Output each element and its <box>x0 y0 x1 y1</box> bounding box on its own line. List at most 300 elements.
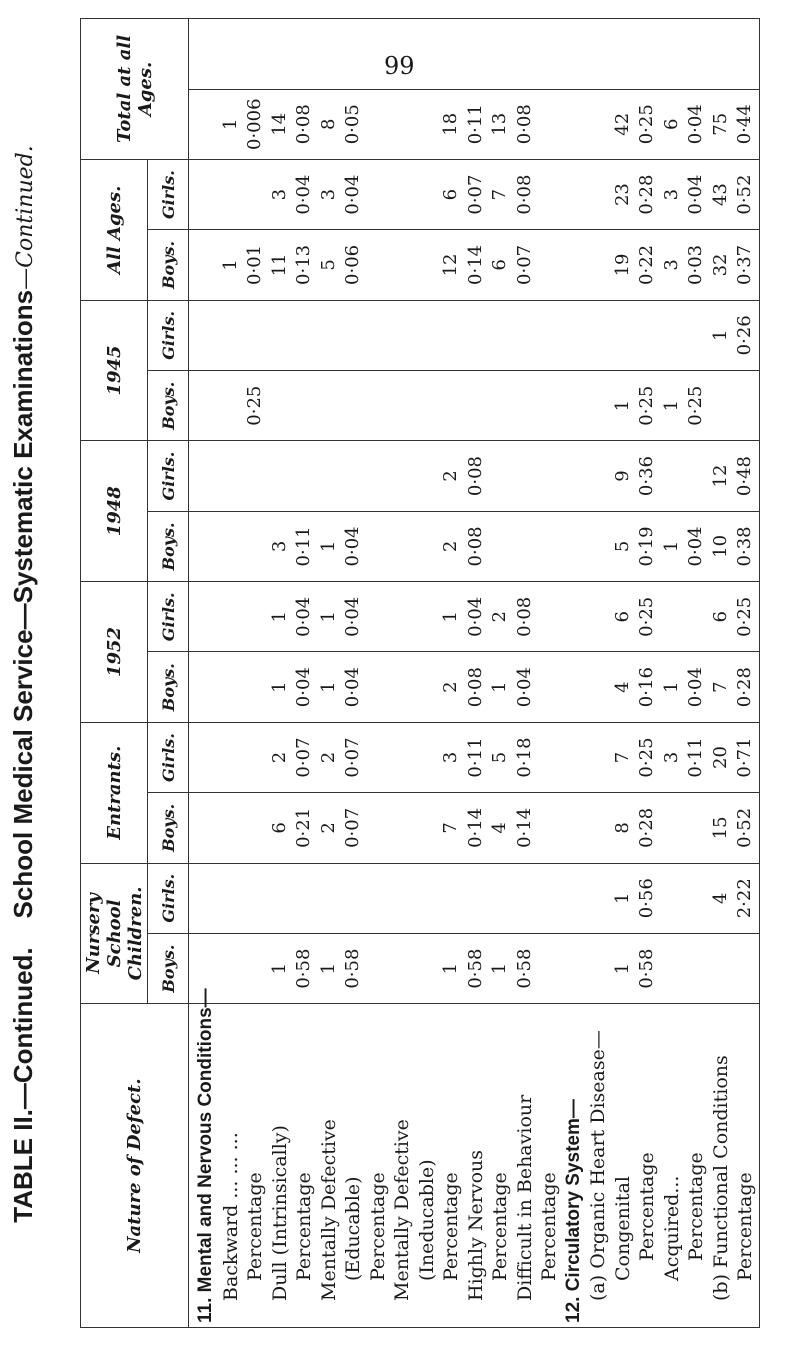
table-cell <box>316 301 342 370</box>
table-cell: 0·25 <box>734 596 755 637</box>
y1952-girls-col <box>189 582 760 652</box>
table-cell <box>463 19 489 89</box>
table-cell <box>585 934 611 1003</box>
table-cell: 0·006 <box>244 98 265 150</box>
table-cell: 0·04 <box>293 174 314 215</box>
table-cell <box>732 19 758 89</box>
table-cell <box>365 512 391 581</box>
table-cell: 0·04 <box>342 174 363 215</box>
table-cell <box>561 371 587 440</box>
total-spare-col <box>189 19 760 90</box>
table-cell: 0·04 <box>685 526 706 567</box>
table-cell <box>291 371 317 440</box>
table-cell: 1 <box>660 540 682 553</box>
table-cell <box>218 934 244 1003</box>
table-cell: 5 <box>317 259 339 271</box>
row-label: Percentage <box>636 1152 658 1261</box>
table-cell <box>561 90 587 159</box>
table-cell <box>536 652 562 721</box>
table-cell: 0·16 <box>636 667 657 708</box>
table-cell <box>365 793 391 862</box>
table-cell: 0·56 <box>636 878 657 919</box>
table-cell <box>683 301 709 370</box>
table-cell <box>291 19 317 89</box>
entrants-boys-col <box>189 793 760 863</box>
table-cell <box>267 19 293 89</box>
table-cell: 0·48 <box>734 456 755 497</box>
table-cell: 1 <box>660 681 682 693</box>
table-cell <box>487 301 513 370</box>
table-cell: 1 <box>489 962 510 975</box>
table-cell <box>536 864 562 933</box>
table-cell <box>610 19 636 89</box>
table-cell <box>561 723 587 792</box>
table-cell: 7 <box>611 751 633 764</box>
table-cell <box>536 793 562 862</box>
table-cell <box>512 19 538 89</box>
row-label: Difficult in Behaviour <box>513 1094 536 1301</box>
row-label: Dull (Intrinsically) <box>268 1125 291 1301</box>
table-cell <box>585 301 611 370</box>
table-cell <box>365 934 391 1003</box>
table-cell: 0·08 <box>513 104 535 145</box>
table-cell <box>536 230 562 299</box>
table-cell: 0·25 <box>636 596 657 637</box>
boys-header: Boys. <box>148 652 189 722</box>
table-cell <box>561 864 587 933</box>
table-cell <box>365 371 391 440</box>
table-cell <box>683 864 709 933</box>
table-cell: 5 <box>611 540 633 553</box>
table-cell: 1 <box>317 962 339 975</box>
table-cell: 14 <box>268 112 290 136</box>
table-cell: 0·07 <box>464 174 486 215</box>
table-cell <box>365 230 391 299</box>
table-cell <box>193 371 219 440</box>
all-boys-col <box>189 230 760 300</box>
row-label: 11. Mental and Nervous Conditions— <box>195 988 216 1323</box>
boys-header: Boys. <box>148 230 189 300</box>
table-cell: 0·37 <box>734 244 755 285</box>
table-cell <box>267 864 293 933</box>
row-label: Percentage <box>366 1172 389 1281</box>
table-cell: 0·58 <box>464 948 486 989</box>
table-cell <box>634 19 660 89</box>
table-cell <box>585 512 611 581</box>
table-cell <box>316 864 342 933</box>
table-cell: 0·07 <box>513 244 535 285</box>
table-cell: 42 <box>611 112 633 136</box>
table-cell: 0·58 <box>293 948 314 989</box>
row-label: (Ineducable) <box>415 1159 438 1281</box>
table-cell: 0·08 <box>464 456 486 497</box>
table-cell: 0·11 <box>464 104 486 145</box>
table-cell: 2 <box>268 751 290 764</box>
table-cell: 1 <box>611 892 633 904</box>
table-cell: 13 <box>489 112 510 136</box>
table-cell <box>365 441 391 510</box>
row-label: Percentage <box>538 1172 560 1281</box>
table-cell: 1 <box>317 540 339 553</box>
table-cell <box>414 582 440 651</box>
table-cell <box>732 371 758 440</box>
row-label: Acquired... <box>660 1175 683 1281</box>
table-cell <box>512 441 538 510</box>
table-cell <box>561 934 587 1003</box>
table-cell: 18 <box>440 112 461 136</box>
table-cell: 6 <box>611 611 633 623</box>
nursery-girls-col <box>189 863 760 933</box>
table-cell <box>193 652 219 721</box>
table-cell <box>414 371 440 440</box>
table-cell: 1 <box>219 259 241 271</box>
table-cell: 0·58 <box>342 948 363 989</box>
table-cell: 2 <box>440 681 461 693</box>
row-label: Mentally Defective <box>391 1119 413 1301</box>
table-cell <box>561 301 587 370</box>
all-girls-col <box>189 159 760 229</box>
table-cell: 7 <box>709 681 731 693</box>
table-cell: 0·71 <box>734 737 755 778</box>
table-cell <box>193 934 219 1003</box>
table-cell: 0·18 <box>513 737 535 778</box>
table-cell <box>414 301 440 370</box>
table-cell <box>438 301 464 370</box>
table-cell: 3 <box>660 259 682 271</box>
table-cell <box>634 301 660 370</box>
year-1948-header: 1948 <box>81 441 148 582</box>
table-cell: 0·14 <box>464 807 486 848</box>
table-cell <box>585 371 611 440</box>
table-cell: 0·08 <box>293 104 314 145</box>
table-title: TABLE II.—Continued. <box>8 947 38 1223</box>
table-cell <box>389 512 415 581</box>
table-cell: 0·25 <box>636 737 657 778</box>
table-cell: 0·05 <box>342 104 363 145</box>
table-cell <box>193 301 219 370</box>
table-cell: 0·22 <box>636 244 657 285</box>
row-label: (a) Organic Heart Disease— <box>587 1030 609 1301</box>
defect-labels <box>189 988 760 1328</box>
table-cell: 0·25 <box>244 385 265 426</box>
table-cell: 1 <box>268 611 290 623</box>
table-cell <box>267 441 293 510</box>
table-cell: 15 <box>709 816 731 840</box>
table-cell <box>659 19 685 89</box>
table-cell <box>389 441 415 510</box>
table-cell: 0·04 <box>342 667 363 708</box>
table-cell: 9 <box>611 470 633 482</box>
table-cell <box>414 230 440 299</box>
table-cell <box>536 512 562 581</box>
table-cell: 7 <box>440 822 461 834</box>
table-cell <box>585 19 611 89</box>
table-cell <box>683 582 709 651</box>
table-cell: 4 <box>611 681 633 693</box>
table-cell <box>365 301 391 370</box>
table-cell: 2 <box>317 822 339 834</box>
table-cell: 8 <box>611 822 633 834</box>
table-cell <box>389 160 415 229</box>
table-cell: 6 <box>489 259 510 271</box>
table-cell: 3 <box>440 751 461 764</box>
table-cell <box>193 864 219 933</box>
table-cell <box>218 793 244 862</box>
table-cell <box>193 19 219 89</box>
table-cell: 6 <box>440 188 461 201</box>
table-cell <box>267 301 293 370</box>
table-cell: 1 <box>611 962 633 975</box>
table-cell: 0·04 <box>293 667 314 708</box>
table-cell: 0·07 <box>342 737 363 778</box>
total-header: Total at all Ages. <box>81 19 189 160</box>
table-cell <box>487 441 513 510</box>
table-cell <box>218 19 244 89</box>
table-cell <box>242 441 268 510</box>
total-col <box>189 89 760 159</box>
row-label: Percentage <box>244 1172 266 1281</box>
row-label: Backward ... ... ... <box>219 1132 242 1301</box>
table-cell <box>218 441 244 510</box>
row-label: Percentage <box>685 1152 707 1261</box>
boys-header: Boys. <box>148 933 189 1003</box>
row-label: Percentage <box>734 1172 756 1281</box>
table-cell <box>242 582 268 651</box>
girls-header: Girls. <box>148 582 189 652</box>
table-cell <box>365 160 391 229</box>
table-cell: 75 <box>709 112 731 136</box>
table-cell: 0·08 <box>513 596 535 637</box>
table-cell <box>536 160 562 229</box>
table-cell <box>242 864 268 933</box>
table-cell: 2 <box>489 611 510 623</box>
table-cell <box>291 301 317 370</box>
table-cell: 5 <box>489 751 510 764</box>
entrants-header: Entrants. <box>81 722 148 863</box>
table-cell <box>585 90 611 159</box>
table-cell <box>316 441 342 510</box>
table-cell: 0·04 <box>342 596 363 637</box>
row-label: 12. Circulatory System— <box>562 1099 584 1323</box>
y1945-girls-col <box>189 300 760 370</box>
table-cell: 0·52 <box>734 807 755 848</box>
row-label: Percentage <box>440 1172 462 1281</box>
table-cell <box>365 582 391 651</box>
table-cell <box>193 90 219 159</box>
table-cell: 0·28 <box>734 667 755 708</box>
all-ages-header: All Ages. <box>81 159 148 300</box>
table-cell <box>438 864 464 933</box>
table-cell <box>708 371 734 440</box>
table-cell <box>389 19 415 89</box>
table-cell: 2 <box>440 540 461 553</box>
table-cell <box>561 582 587 651</box>
y1945-boys-col <box>189 371 760 441</box>
table-cell <box>438 19 464 89</box>
table-cell <box>536 371 562 440</box>
table-cell <box>659 441 685 510</box>
table-cell <box>389 371 415 440</box>
boys-header: Boys. <box>148 511 189 581</box>
table-cell <box>414 90 440 159</box>
table-cell <box>193 582 219 651</box>
table-cell <box>463 864 489 933</box>
table-cell <box>365 652 391 721</box>
table-cell <box>414 512 440 581</box>
table-cell <box>218 582 244 651</box>
table-cell: 0·06 <box>342 244 363 285</box>
table-cell: 0·14 <box>513 807 535 848</box>
table-cell <box>732 934 758 1003</box>
table-cell <box>683 19 709 89</box>
table-cell: 0·26 <box>734 315 755 356</box>
table-cell <box>242 160 268 229</box>
table-cell <box>193 160 219 229</box>
table-cell: 0·04 <box>293 596 314 637</box>
table-cell <box>561 19 587 89</box>
girls-header: Girls. <box>148 722 189 792</box>
table-cell: 0·19 <box>636 526 657 567</box>
table-cell <box>389 230 415 299</box>
table-cell <box>487 371 513 440</box>
table-cell <box>365 723 391 792</box>
table-cell: 0·58 <box>513 948 535 989</box>
table-cell: 11 <box>268 253 290 277</box>
row-label: Congenital <box>611 1176 634 1281</box>
table-cell: 0·25 <box>685 385 706 426</box>
table-cell <box>463 301 489 370</box>
table-cell <box>389 864 415 933</box>
table-cell <box>242 652 268 721</box>
table-cell <box>414 652 440 721</box>
table-cell: 1 <box>268 681 290 693</box>
table-cell <box>585 160 611 229</box>
table-cell <box>659 301 685 370</box>
table-cell <box>242 934 268 1003</box>
table-cell <box>414 934 440 1003</box>
table-cell <box>218 301 244 370</box>
table-cell <box>389 582 415 651</box>
table-cell: 0·28 <box>636 807 657 848</box>
table-cell <box>585 864 611 933</box>
table-cell <box>389 793 415 862</box>
table-cell: 0·04 <box>685 104 706 145</box>
table-cell: 4 <box>709 892 731 904</box>
table-cell: 19 <box>611 253 633 277</box>
table-cell <box>193 441 219 510</box>
girls-header: Girls. <box>148 159 189 229</box>
row-label: (b) Functional Conditions <box>709 1055 732 1301</box>
table-cell <box>340 441 366 510</box>
row-label: (Educable) <box>342 1176 364 1281</box>
table-cell: 0·04 <box>513 667 535 708</box>
table-cell: 1 <box>268 962 290 975</box>
table-cell: 0·38 <box>734 526 755 567</box>
table-cell: 1 <box>611 399 633 412</box>
table-cell <box>218 864 244 933</box>
table-cell: 1 <box>440 611 461 623</box>
table-cell <box>193 723 219 792</box>
table-cell: 0·07 <box>342 807 363 848</box>
table-cell <box>414 19 440 89</box>
table-cell: 0·11 <box>685 737 706 778</box>
table-cell: 0·07 <box>293 737 314 778</box>
table-cell: 20 <box>709 746 731 769</box>
table-cell <box>438 371 464 440</box>
table-cell: 6 <box>709 611 731 623</box>
table-cell: 3 <box>317 188 339 201</box>
table-cell <box>193 230 219 299</box>
table-cell <box>610 301 636 370</box>
year-1952-header: 1952 <box>81 582 148 723</box>
table-cell: 0·13 <box>293 244 314 285</box>
table-cell: 3 <box>268 188 290 201</box>
table-cell: 4 <box>489 822 510 834</box>
table-cell <box>512 371 538 440</box>
table-cell: 43 <box>709 183 731 207</box>
table-cell: 0·03 <box>685 244 706 285</box>
table-cell: 23 <box>611 183 633 207</box>
table-cell <box>536 582 562 651</box>
defects-table <box>80 18 760 1328</box>
table-cell <box>585 441 611 510</box>
girls-header: Girls. <box>148 441 189 511</box>
table-cell: 8 <box>317 118 339 130</box>
row-label: Percentage <box>489 1172 511 1281</box>
table-cell: 3 <box>660 188 682 201</box>
table-cell <box>340 301 366 370</box>
table-cell: 6 <box>268 822 290 834</box>
row-label: Highly Nervous <box>464 1149 487 1301</box>
table-cell <box>561 230 587 299</box>
table-cell <box>242 301 268 370</box>
table-cell <box>585 793 611 862</box>
table-cell: 0·25 <box>636 385 657 426</box>
table-cell <box>242 723 268 792</box>
y1952-boys-col <box>189 652 760 722</box>
table-cell <box>585 230 611 299</box>
table-cell <box>389 934 415 1003</box>
table-cell: 1 <box>489 681 510 693</box>
table-cell: 6 <box>660 118 682 130</box>
table-cell <box>365 19 391 89</box>
table-cell <box>340 864 366 933</box>
table-cell: 0·11 <box>464 737 486 778</box>
table-cell: 12 <box>709 464 731 488</box>
table-cell: 0·08 <box>513 174 535 215</box>
table-cell <box>561 793 587 862</box>
table-cell <box>414 793 440 862</box>
table-cell <box>316 19 342 89</box>
table-cell <box>512 301 538 370</box>
table-heading <box>8 0 39 1368</box>
table-cell <box>414 864 440 933</box>
table-cell <box>218 371 244 440</box>
table-cell <box>389 301 415 370</box>
table-cell <box>561 652 587 721</box>
table-cell <box>536 19 562 89</box>
table-cell <box>585 582 611 651</box>
table-cell: 2·22 <box>734 878 755 919</box>
table-cell: 7 <box>489 188 510 201</box>
table-cell: 0·44 <box>734 104 755 145</box>
table-cell: 32 <box>709 253 731 277</box>
table-cell: 0·58 <box>636 948 657 989</box>
table-cell <box>365 90 391 159</box>
table-cell <box>536 723 562 792</box>
table-cell <box>512 864 538 933</box>
table-cell <box>708 934 734 1003</box>
